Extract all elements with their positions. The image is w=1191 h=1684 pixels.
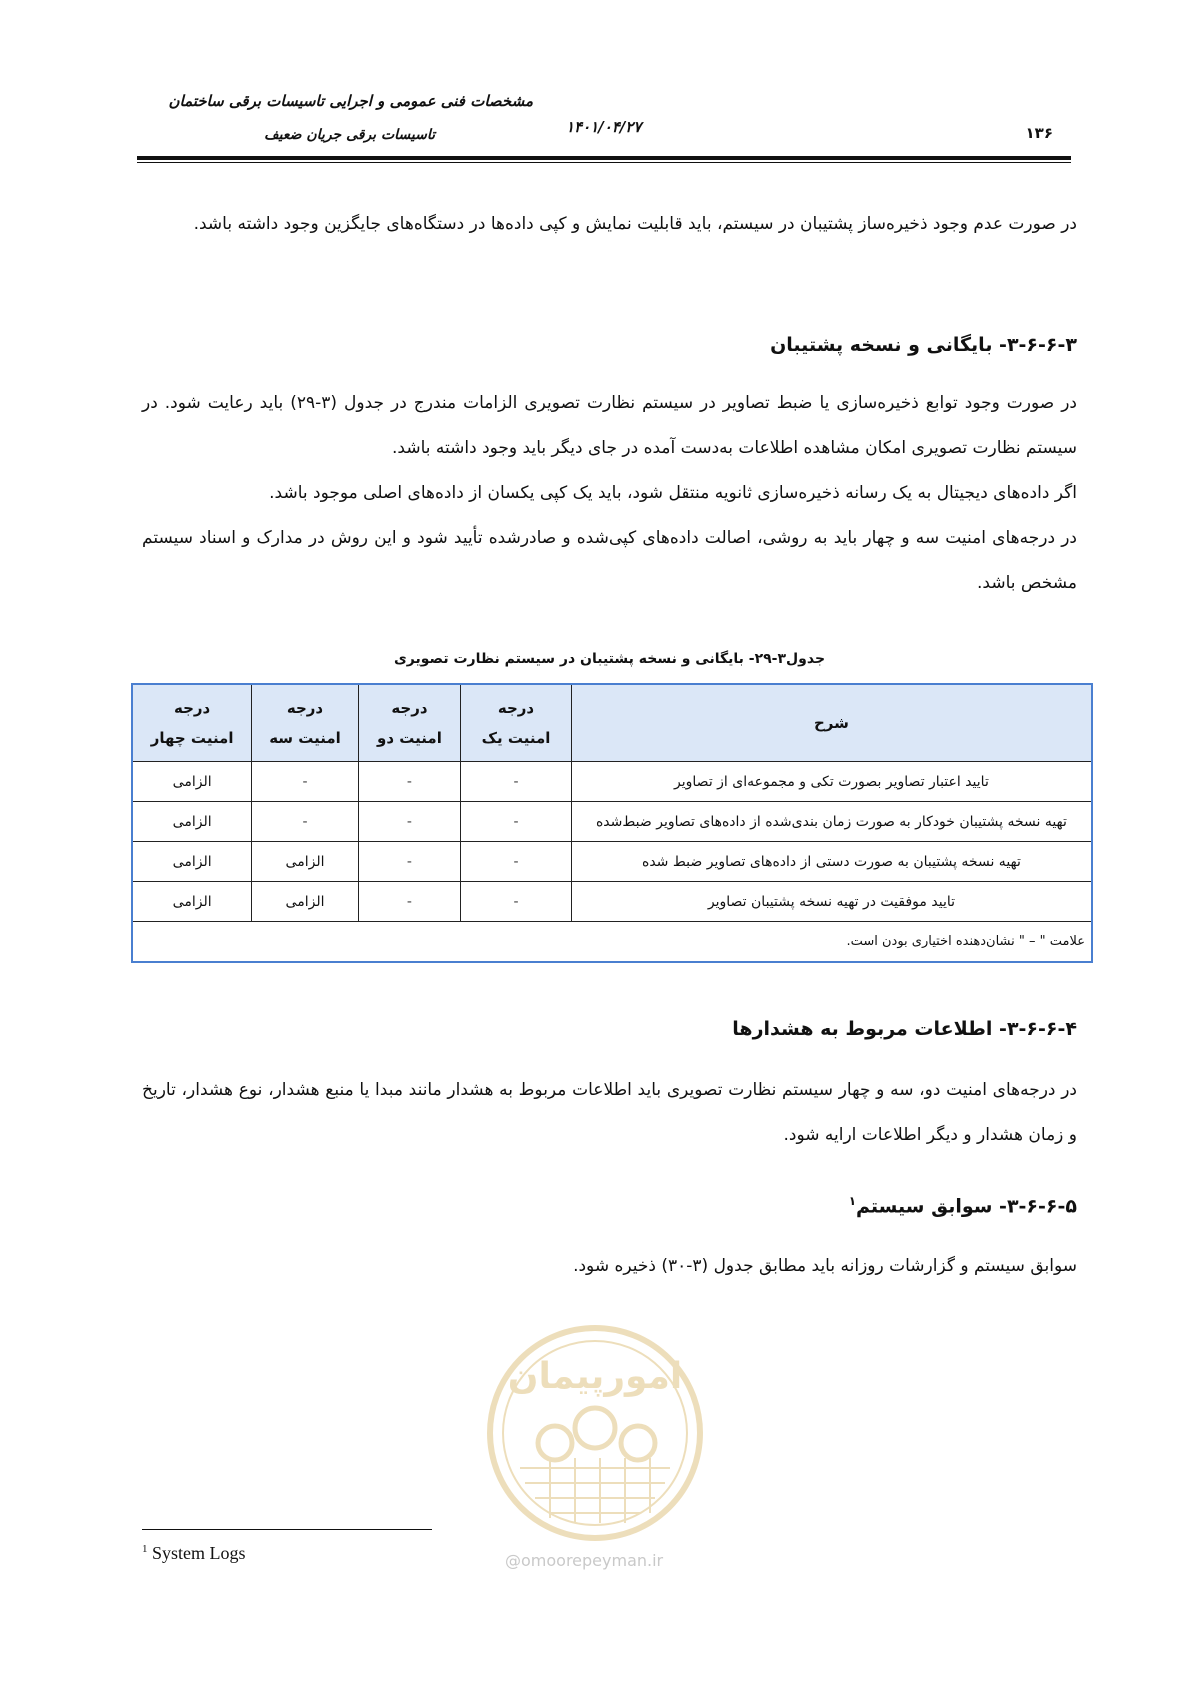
cell-grade-2: -: [358, 882, 460, 922]
footnote-marker: 1: [142, 1543, 148, 1555]
section-heading-archiving: ۳-۶-۶-۳- بایگانی و نسخه پشتیبان: [770, 334, 1077, 356]
row-description: تایید موفقیت در تهیه نسخه پشتیبان تصاویر: [571, 882, 1092, 922]
table-row: [132, 802, 1092, 842]
header-grade-2: درجه امنیت دو: [358, 684, 460, 762]
table-note: علامت " – " نشان‌دهنده اختیاری بودن است.: [132, 922, 1092, 963]
header-description: شرح: [571, 684, 1092, 762]
header-rule-thin: [137, 162, 1071, 163]
alarms-paragraph: در درجه‌های امنیت دو، سه و چهار سیستم نظارت تصویری باید اطلاعات مربوط به هشدار مانند مبدا یا منبع هشدار، نوع هشدار، تاریخ و زمان هشدار و دیگر اطلاعات ارایه شود.: [142, 1080, 1077, 1145]
requirements-table: [131, 683, 1093, 963]
footnote: [142, 1543, 246, 1564]
cell-grade-1: -: [461, 802, 572, 842]
document-subtitle: تاسیسات برقی جریان ضعیف: [264, 127, 435, 143]
cell-grade-1: -: [461, 882, 572, 922]
cell-grade-4: الزامی: [132, 762, 252, 802]
cell-grade-1: -: [461, 762, 572, 802]
archiving-paragraph-3: در درجه‌های امنیت سه و چهار باید به روشی، اصالت داده‌های کپی‌شده و صادرشده تأیید شود و این روش در مدارک و اسناد سیستم مشخص باشد.: [142, 528, 1077, 593]
watermark-logo: [480, 1318, 710, 1548]
watermark-text: امورپیمان: [507, 1356, 683, 1397]
cell-grade-4: الزامی: [132, 802, 252, 842]
header-grade-3: درجه امنیت سه: [252, 684, 359, 762]
cell-grade-4: الزامی: [132, 882, 252, 922]
row-description: تایید اعتبار تصاویر بصورت تکی و مجموعه‌ای از تصاویر: [571, 762, 1092, 802]
cell-grade-1: -: [461, 842, 572, 882]
table-row: [132, 882, 1092, 922]
cell-grade-3: الزامی: [252, 842, 359, 882]
table-note-row: [132, 922, 1092, 963]
cell-grade-2: -: [358, 842, 460, 882]
archiving-paragraph-2: اگر داده‌های دیجیتال به یک رسانه ذخیره‌سازی ثانویه منتقل شود، باید یک کپی یکسان از داده‌های اصلی موجود باشد.: [269, 483, 1077, 503]
footnote-rule: [142, 1529, 432, 1530]
footnote-text: System Logs: [152, 1543, 246, 1563]
header-grade-1: درجه امنیت یک: [461, 684, 572, 762]
intro-paragraph: در صورت عدم وجود ذخیره‌ساز پشتیبان در سیستم، باید قابلیت نمایش و کپی داده‌ها در دستگاه‌های جایگزین وجود داشته باشد.: [193, 214, 1077, 234]
page-number: ۱۳۶: [1025, 124, 1053, 142]
archiving-paragraph-1: در صورت وجود توابع ذخیره‌سازی یا ضبط تصاویر در سیستم نظارت تصویری الزامات مندرج در جدول (۳-۲۹) باید رعایت شود. در سیستم نظارت تصویری امکان مشاهده اطلاعات به‌دست آمده در جای دیگر باید وجود داشته باشد.: [142, 393, 1077, 458]
row-description: تهیه نسخه پشتیبان به صورت دستی از داده‌های تصاویر ضبط شده: [571, 842, 1092, 882]
cell-grade-2: -: [358, 762, 460, 802]
section-heading-alarms: ۳-۶-۶-۴- اطلاعات مربوط به هشدارها: [732, 1018, 1077, 1040]
table-row: [132, 762, 1092, 802]
section-heading-logs: ۳-۶-۶-۵- سوابق سیستم$^۱$: [848, 1194, 1077, 1218]
logs-paragraph: سوابق سیستم و گزارشات روزانه باید مطابق جدول (۳-۳۰) ذخیره شود.: [573, 1256, 1077, 1276]
row-description: تهیه نسخه پشتیبان خودکار به صورت زمان بندی‌شده از داده‌های تصاویر ضبط‌شده: [571, 802, 1092, 842]
cell-grade-3: -: [252, 802, 359, 842]
cell-grade-2: -: [358, 802, 460, 842]
watermark-url: @omoorepeyman.ir: [505, 1551, 664, 1570]
cell-grade-4: الزامی: [132, 842, 252, 882]
cell-grade-3: -: [252, 762, 359, 802]
footnote-reference: ۱: [848, 1194, 857, 1208]
table-row: [132, 842, 1092, 882]
header-grade-4: درجه امنیت چهار: [132, 684, 252, 762]
document-title: مشخصات فنی عمومی و اجرایی تاسیسات برقی ساختمان: [168, 92, 533, 110]
table-caption: جدول۳-۲۹- بایگانی و نسخه پشتیبان در سیستم نظارت تصویری: [393, 651, 826, 667]
header-rule-thick: [137, 156, 1071, 160]
table-header-row: [132, 684, 1092, 762]
document-date: ۱۴۰۱/۰۴/۲۷: [566, 118, 642, 136]
cell-grade-3: الزامی: [252, 882, 359, 922]
